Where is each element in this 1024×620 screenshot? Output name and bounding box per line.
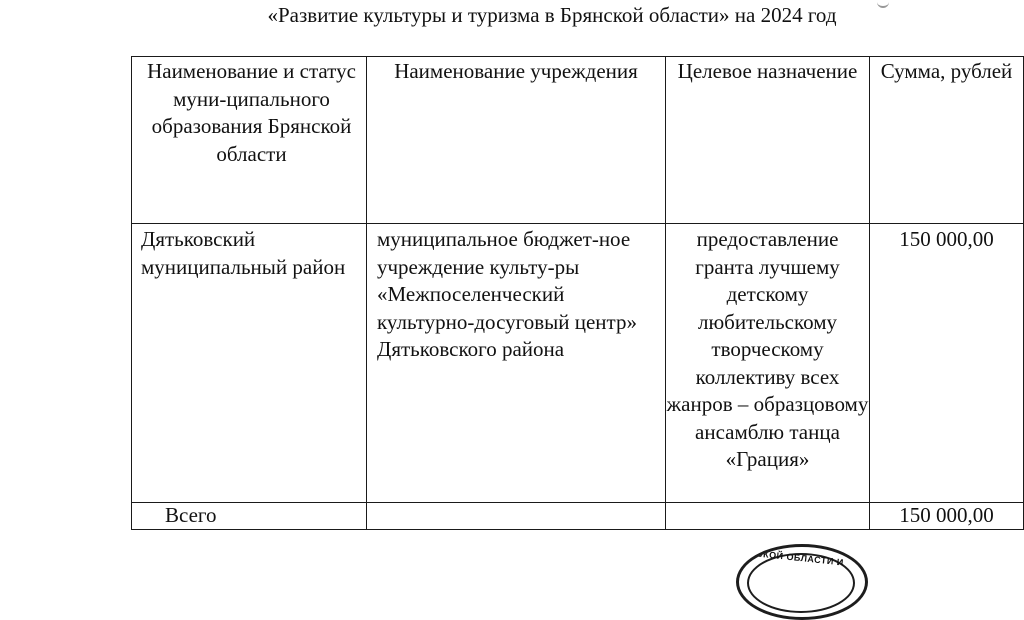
table-header-row	[132, 57, 1024, 224]
cell-amount: 150 000,00	[870, 224, 1024, 503]
header-purpose: Целевое назначение	[666, 57, 870, 224]
total-amount: 150 000,00	[870, 503, 1024, 530]
header-municipality-text: Наименование и статус муни-ципального образования Брянской области	[147, 59, 356, 166]
header-institution: Наименование учреждения	[367, 57, 666, 224]
grant-table	[131, 56, 1024, 530]
total-label: Всего	[132, 503, 367, 530]
cell-purpose: предоставление гранта лучшему детскому любительскому творческому коллективу всех жанров – образцовому ансамблю танца «Грация»	[666, 224, 870, 503]
header-amount: Сумма, рублей	[870, 57, 1024, 224]
total-empty-cell	[666, 503, 870, 530]
seal-text: СКОЙ ОБЛАСТИ И	[755, 548, 845, 568]
total-row	[132, 503, 1024, 530]
table-row	[132, 224, 1024, 503]
header-municipality	[132, 57, 367, 224]
cell-institution: муниципальное бюджет-ное учреждение культу-ры «Межпоселенческий культурно-досуговый центр» Дятьковского района	[367, 224, 666, 503]
official-seal	[736, 544, 868, 620]
total-empty-cell	[367, 503, 666, 530]
document-title: «Развитие культуры и туризма в Брянской области» на 2024 год	[267, 3, 837, 27]
cell-municipality: Дятьковский муниципальный район	[132, 224, 367, 503]
